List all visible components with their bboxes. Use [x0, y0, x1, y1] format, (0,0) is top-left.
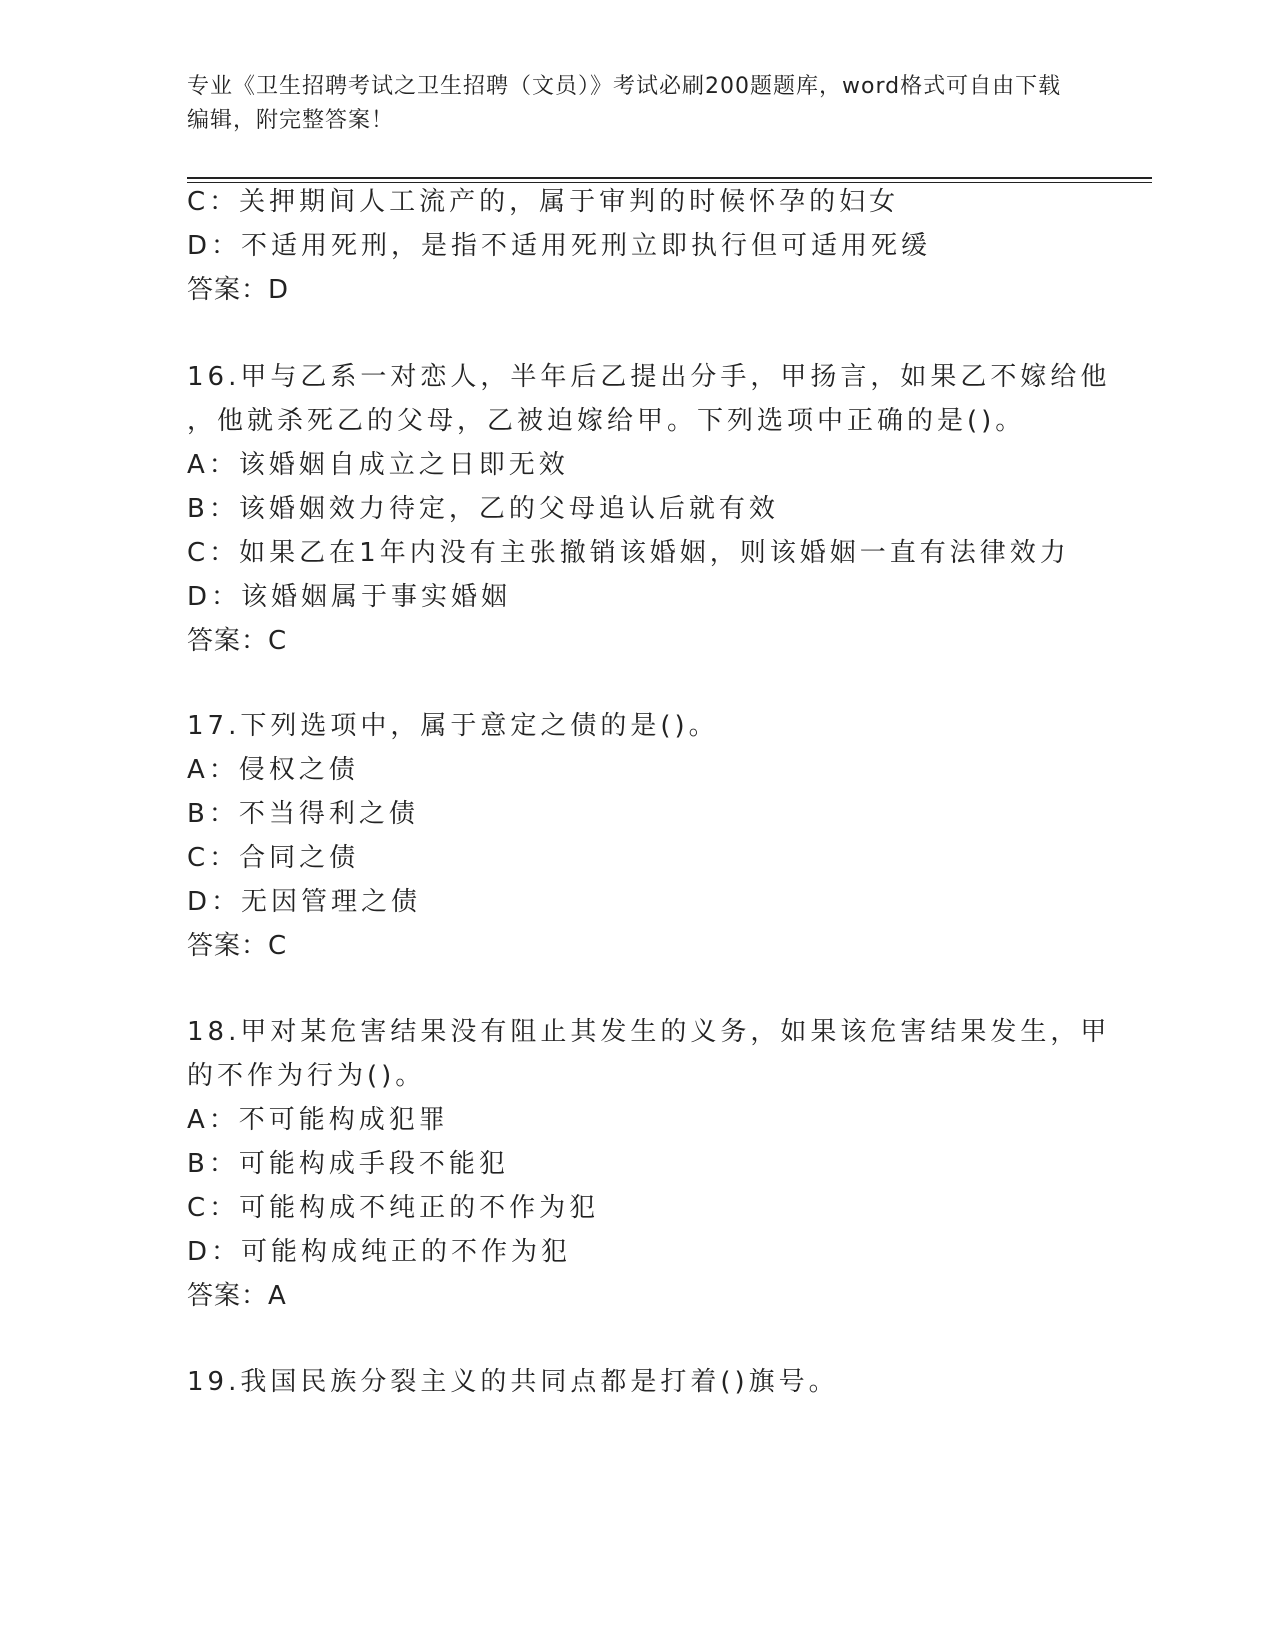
q18-option-d: D：可能构成纯正的不作为犯 [187, 1237, 572, 1267]
q18-option-c: C：可能构成不纯正的不作为犯 [187, 1193, 600, 1223]
q18-answer: 答案：A [187, 1281, 287, 1311]
q16-option-c: C：如果乙在1年内没有主张撤销该婚姻，则该婚姻一直有法律效力 [187, 538, 1070, 568]
q17-stem-line1: 17.下列选项中，属于意定之债的是()。 [187, 711, 719, 741]
q17-option-b: B：不当得利之债 [187, 799, 419, 829]
prev-option-c: C：关押期间人工流产的，属于审判的时候怀孕的妇女 [187, 187, 900, 217]
prev-option-d: D：不适用死刑，是指不适用死刑立即执行但可适用死缓 [187, 231, 932, 261]
q18-option-b: B：可能构成手段不能犯 [187, 1149, 509, 1179]
q19-stem-line1: 19.我国民族分裂主义的共同点都是打着()旗号。 [187, 1367, 839, 1397]
q16-answer: 答案：C [187, 626, 288, 656]
q18-option-a: A：不可能构成犯罪 [187, 1105, 449, 1135]
q16-stem-line2: ，他就杀死乙的父母，乙被迫嫁给甲。下列选项中正确的是()。 [187, 406, 1026, 436]
prev-answer: 答案：D [187, 275, 290, 305]
q17-answer: 答案：C [187, 931, 288, 961]
q18-stem-line1: 18.甲对某危害结果没有阻止其发生的义务，如果该危害结果发生，甲 [187, 1017, 1111, 1047]
q17-option-d: D：无因管理之债 [187, 887, 422, 917]
q17-option-a: A：侵权之债 [187, 755, 359, 785]
q16-option-a: A：该婚姻自成立之日即无效 [187, 450, 569, 480]
q17-option-c: C：合同之债 [187, 843, 360, 873]
q16-option-b: B：该婚姻效力待定，乙的父母追认后就有效 [187, 494, 779, 524]
header-rule-thick [187, 177, 1152, 179]
document-header: 专业《卫生招聘考试之卫生招聘（文员）》考试必刷200题题库，word格式可自由下载编辑，附完整答案！ [187, 74, 1062, 133]
q16-option-d: D：该婚姻属于事实婚姻 [187, 582, 512, 612]
header-rule-thin [187, 182, 1152, 183]
q16-stem-line1: 16.甲与乙系一对恋人，半年后乙提出分手，甲扬言，如果乙不嫁给他 [187, 362, 1111, 392]
q18-stem-line2: 的不作为行为()。 [187, 1061, 426, 1091]
